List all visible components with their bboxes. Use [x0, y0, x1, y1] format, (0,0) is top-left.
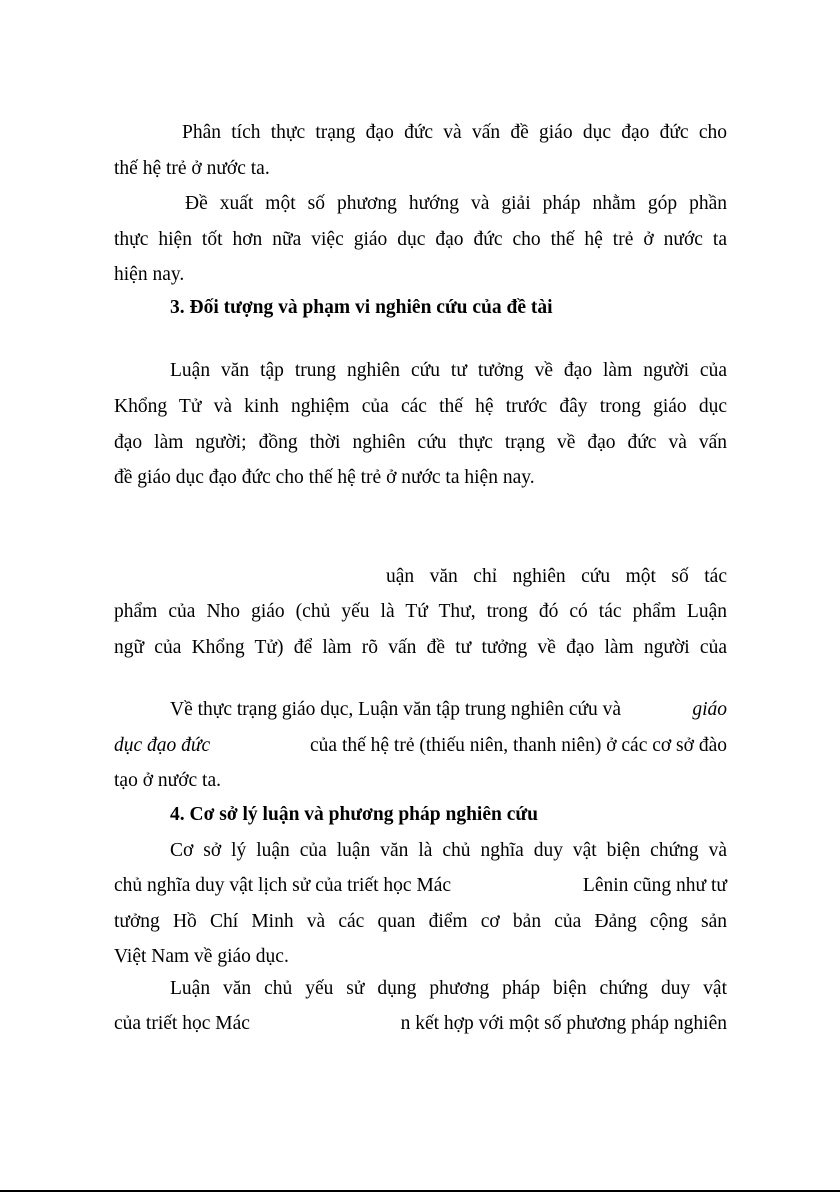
paragraph-line: phẩm của Nho giáo (chủ yếu là Tứ Thư, trong đó có tác phẩm Luận	[114, 601, 727, 622]
paragraph-line: thực hiện tốt hơn nữa việc giáo dục đạo đức cho thế hệ trẻ ở nước ta	[114, 229, 727, 250]
text-run: chủ nghĩa duy vật lịch sử của triết học Mác	[114, 875, 452, 896]
paragraph-line	[114, 734, 727, 758]
paragraph-line: Phân tích thực trạng đạo đức và vấn đề giáo dục đạo đức cho	[182, 122, 727, 143]
text-run: của triết học Mác	[114, 1013, 250, 1034]
paragraph-line: tưởng Hồ Chí Minh và các quan điểm cơ bản của Đảng cộng sản	[114, 911, 727, 932]
paragraph-line: ngữ của Khổng Tử) để làm rõ vấn đề tư tưởng về đạo làm người của	[114, 637, 727, 658]
text-run: của thế hệ trẻ (thiếu niên, thanh niên) ở các cơ sở đào	[305, 735, 727, 756]
paragraph-line: đề giáo dục đạo đức cho thế hệ trẻ ở nước ta hiện nay.	[114, 467, 535, 488]
section-heading: 3. Đối tượng và phạm vi nghiên cứu của đề tài	[170, 297, 553, 318]
section-heading: 4. Cơ sở lý luận và phương pháp nghiên cứu	[170, 804, 538, 825]
paragraph-line: Việt Nam về giáo dục.	[114, 946, 289, 967]
paragraph-line: Khổng Tử và kinh nghiệm của các thế hệ trước đây trong giáo dục	[114, 396, 727, 417]
paragraph-line: uận văn chỉ nghiên cứu một số tác	[386, 566, 727, 587]
paragraph-line: thế hệ trẻ ở nước ta.	[114, 158, 270, 179]
italic-run: dục đạo đức	[114, 735, 211, 756]
paragraph-line	[170, 698, 727, 722]
italic-run: giáo	[692, 699, 727, 720]
paragraph-line: tạo ở nước ta.	[114, 770, 221, 791]
text-run: Lênin cũng như tư	[582, 875, 727, 896]
paragraph-line: đạo làm người; đồng thời nghiên cứu thực trạng về đạo đức và vấn	[114, 432, 727, 453]
paragraph-line: Cơ sở lý luận của luận văn là chủ nghĩa duy vật biện chứng và	[170, 840, 727, 861]
paragraph-line: Luận văn chủ yếu sử dụng phương pháp biện chứng duy vật	[170, 978, 727, 999]
text-run: Về thực trạng giáo dục, Luận văn tập trung nghiên cứu và	[170, 699, 626, 720]
text-run: n kết hợp với một số phương pháp nghiên	[400, 1013, 727, 1034]
paragraph-line: hiện nay.	[114, 264, 185, 285]
paragraph-line: Luận văn tập trung nghiên cứu tư tưởng về đạo làm người của	[170, 360, 727, 381]
paragraph-line: Đề xuất một số phương hướng và giải pháp nhằm góp phần	[185, 193, 727, 214]
